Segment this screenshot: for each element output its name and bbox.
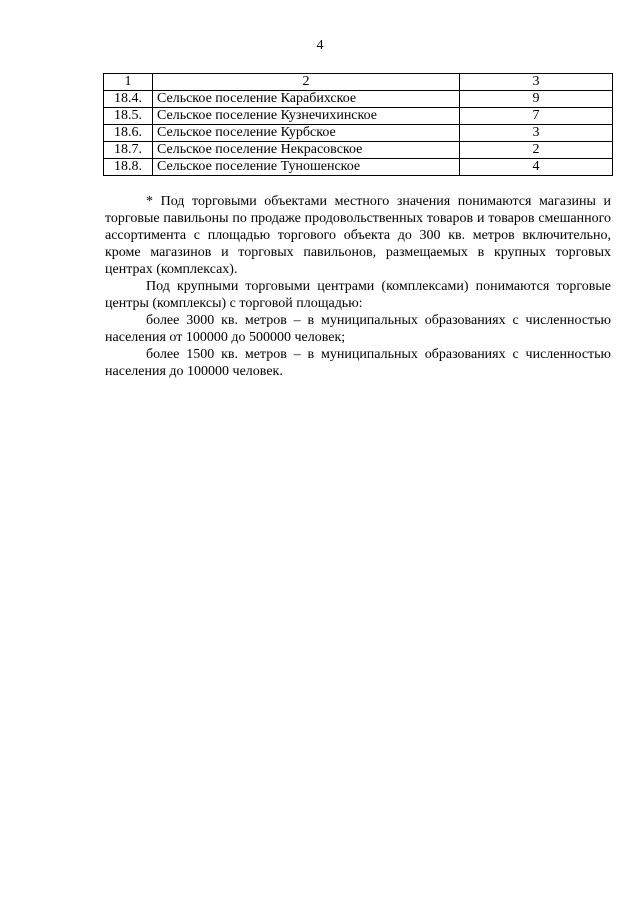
settlement-value: 3: [460, 125, 613, 142]
row-number: 18.7.: [104, 142, 153, 159]
settlement-value: 9: [460, 91, 613, 108]
list-item: более 3000 кв. метров – в муниципальных образованиях с численностью населения от 100000 до 500000 человек;: [105, 313, 611, 345]
list-item: более 1500 кв. метров – в муниципальных образованиях с численностью населения до 100000 человек.: [105, 347, 611, 379]
table-header-cell: 3: [460, 74, 613, 91]
table-row: [104, 125, 613, 142]
table-header-row: [104, 74, 613, 91]
table-header-cell: 2: [153, 74, 460, 91]
body-text: [105, 193, 611, 380]
table-row: [104, 159, 613, 176]
settlement-name: Сельское поселение Некрасовское: [153, 142, 460, 159]
settlement-name: Сельское поселение Кузнечихинское: [153, 108, 460, 125]
definition-paragraph: Под крупными торговыми центрами (комплексами) понимаются торговые центры (комплексы) с торговой площадью:: [105, 279, 611, 311]
settlement-name: Сельское поселение Туношенское: [153, 159, 460, 176]
footnote-paragraph: * Под торговыми объектами местного значения понимаются магазины и торговые павильоны по продаже продовольственных товаров и товаров смешанного ассортимента с площадью торгового объекта до 300 кв. метров включительно, кроме магазинов и торговых павильонов, размещаемых в крупных торговых центрах (комплексах).: [105, 194, 611, 277]
page-number: 4: [316, 38, 324, 53]
settlement-name: Сельское поселение Курбское: [153, 125, 460, 142]
table-row: [104, 142, 613, 159]
settlement-value: 7: [460, 108, 613, 125]
settlement-value: 2: [460, 142, 613, 159]
table-row: [104, 91, 613, 108]
settlement-name: Сельское поселение Карабихское: [153, 91, 460, 108]
row-number: 18.6.: [104, 125, 153, 142]
settlements-table: [103, 73, 613, 176]
row-number: 18.8.: [104, 159, 153, 176]
settlement-value: 4: [460, 159, 613, 176]
row-number: 18.4.: [104, 91, 153, 108]
table-row: [104, 108, 613, 125]
table-header-cell: 1: [104, 74, 153, 91]
row-number: 18.5.: [104, 108, 153, 125]
